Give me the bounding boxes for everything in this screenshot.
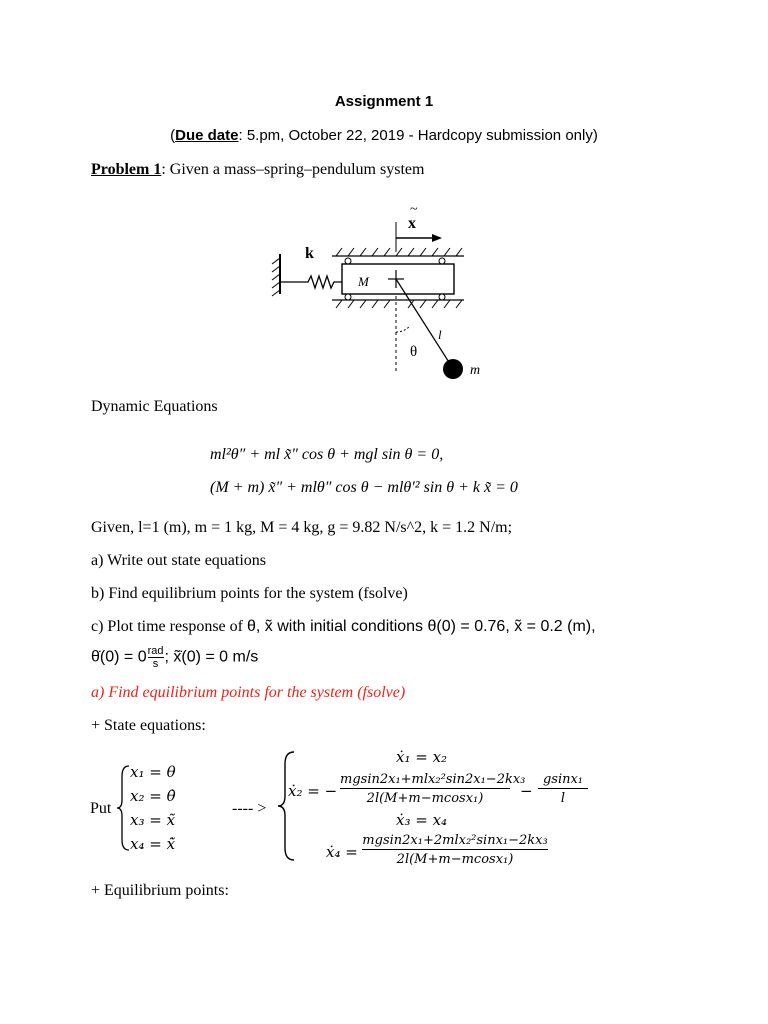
dynamic-equations-label: Dynamic Equations [91,398,218,415]
state-eq-2-denominator-2: l [560,791,566,806]
length-l-label: l [438,327,442,342]
equation-1: ml²θ″ + ml x̃″ cos θ + mgl sin θ = 0, [210,446,444,463]
mass-M-label: M [358,274,369,289]
section-a-heading: a) Find equilibrium points for the system (fsolve) [91,684,406,701]
due-date-line: (Due date: 5.pm, October 22, 2019 - Hardcopy submission only) [170,127,598,144]
state-eq-2-minus: − [520,782,533,800]
problem-heading: Problem 1: Given a mass–spring–pendulum system [91,161,425,178]
bottom-rail-hatching [336,300,462,308]
wheel [345,294,351,300]
spring [280,276,342,288]
spring-k-label: k [305,245,314,262]
definition-x1: x₁ = θ [130,763,176,781]
mass-spring-pendulum-diagram [264,204,504,384]
wheel [439,258,445,264]
task-a: a) Write out state equations [91,552,267,569]
wall-hatching [272,258,280,296]
due-date-label: Due date [175,127,239,144]
definition-x2: x₂ = θ̇ [130,787,176,805]
state-eq-2-numerator-2: gsinx₁ [538,772,588,789]
task-c-initial-conditions: θ̇(0) = 0 rad s ; x̃̇(0) = 0 m/s [91,645,259,670]
right-system-brace [276,750,296,862]
x-label: x [408,215,416,232]
x-tilde-mark: ~ [410,204,418,217]
given-values: Given, l=1 (m), m = 1 kg, M = 4 kg, g = 9.82 N/s^2, k = 1.2 N/m; [91,519,513,536]
task-b: b) Find equilibrium points for the system (fsolve) [91,585,408,602]
state-eq-2-lhs: ẋ₂ = − [288,782,338,800]
put-label: Put [90,800,112,817]
top-rail-hatching [336,248,462,256]
wheel [345,258,351,264]
state-eq-4-numerator: mgsin2x₁+2mlx₂²sinx₁−2kx₃ [362,833,548,848]
state-eq-3: ẋ₃ = x₄ [396,811,448,829]
state-eq-4-denominator: 2l(M+m−mcosx₁) [396,852,514,867]
state-eq-2-numerator: mgsin2x₁+mlx₂²sin2x₁−2kx₃ [340,772,526,787]
wheel [439,294,445,300]
state-eq-4-lhs: ẋ₄ = [326,843,358,861]
pendulum-bob [443,359,463,379]
task-c: c) Plot time response of θ, x̃ with initial conditions θ(0) = 0.76, x̃ = 0.2 (m), [91,618,596,635]
state-eq-1: ẋ₁ = x₂ [396,748,448,766]
assignment-title: Assignment 1 [334,93,434,110]
state-eq-2-denominator: 2l(M+m−mcosx₁) [366,791,484,806]
left-brace [116,764,130,852]
state-equations-label: + State equations: [91,717,206,734]
problem-label: Problem 1 [91,161,162,178]
definition-x3: x₃ = x̃ [130,811,176,829]
mass-m-label: m [470,363,481,378]
definition-x4: x₄ = x̃̇ [130,835,176,853]
theta-label: θ [410,344,418,360]
equilibrium-points-label: + Equilibrium points: [91,882,229,899]
implies-arrow: ---- > [232,800,267,817]
equation-2: (M + m) x̃″ + mlθ″ cos θ − mlθ′² sin θ + k x̃ = 0 [210,479,518,496]
